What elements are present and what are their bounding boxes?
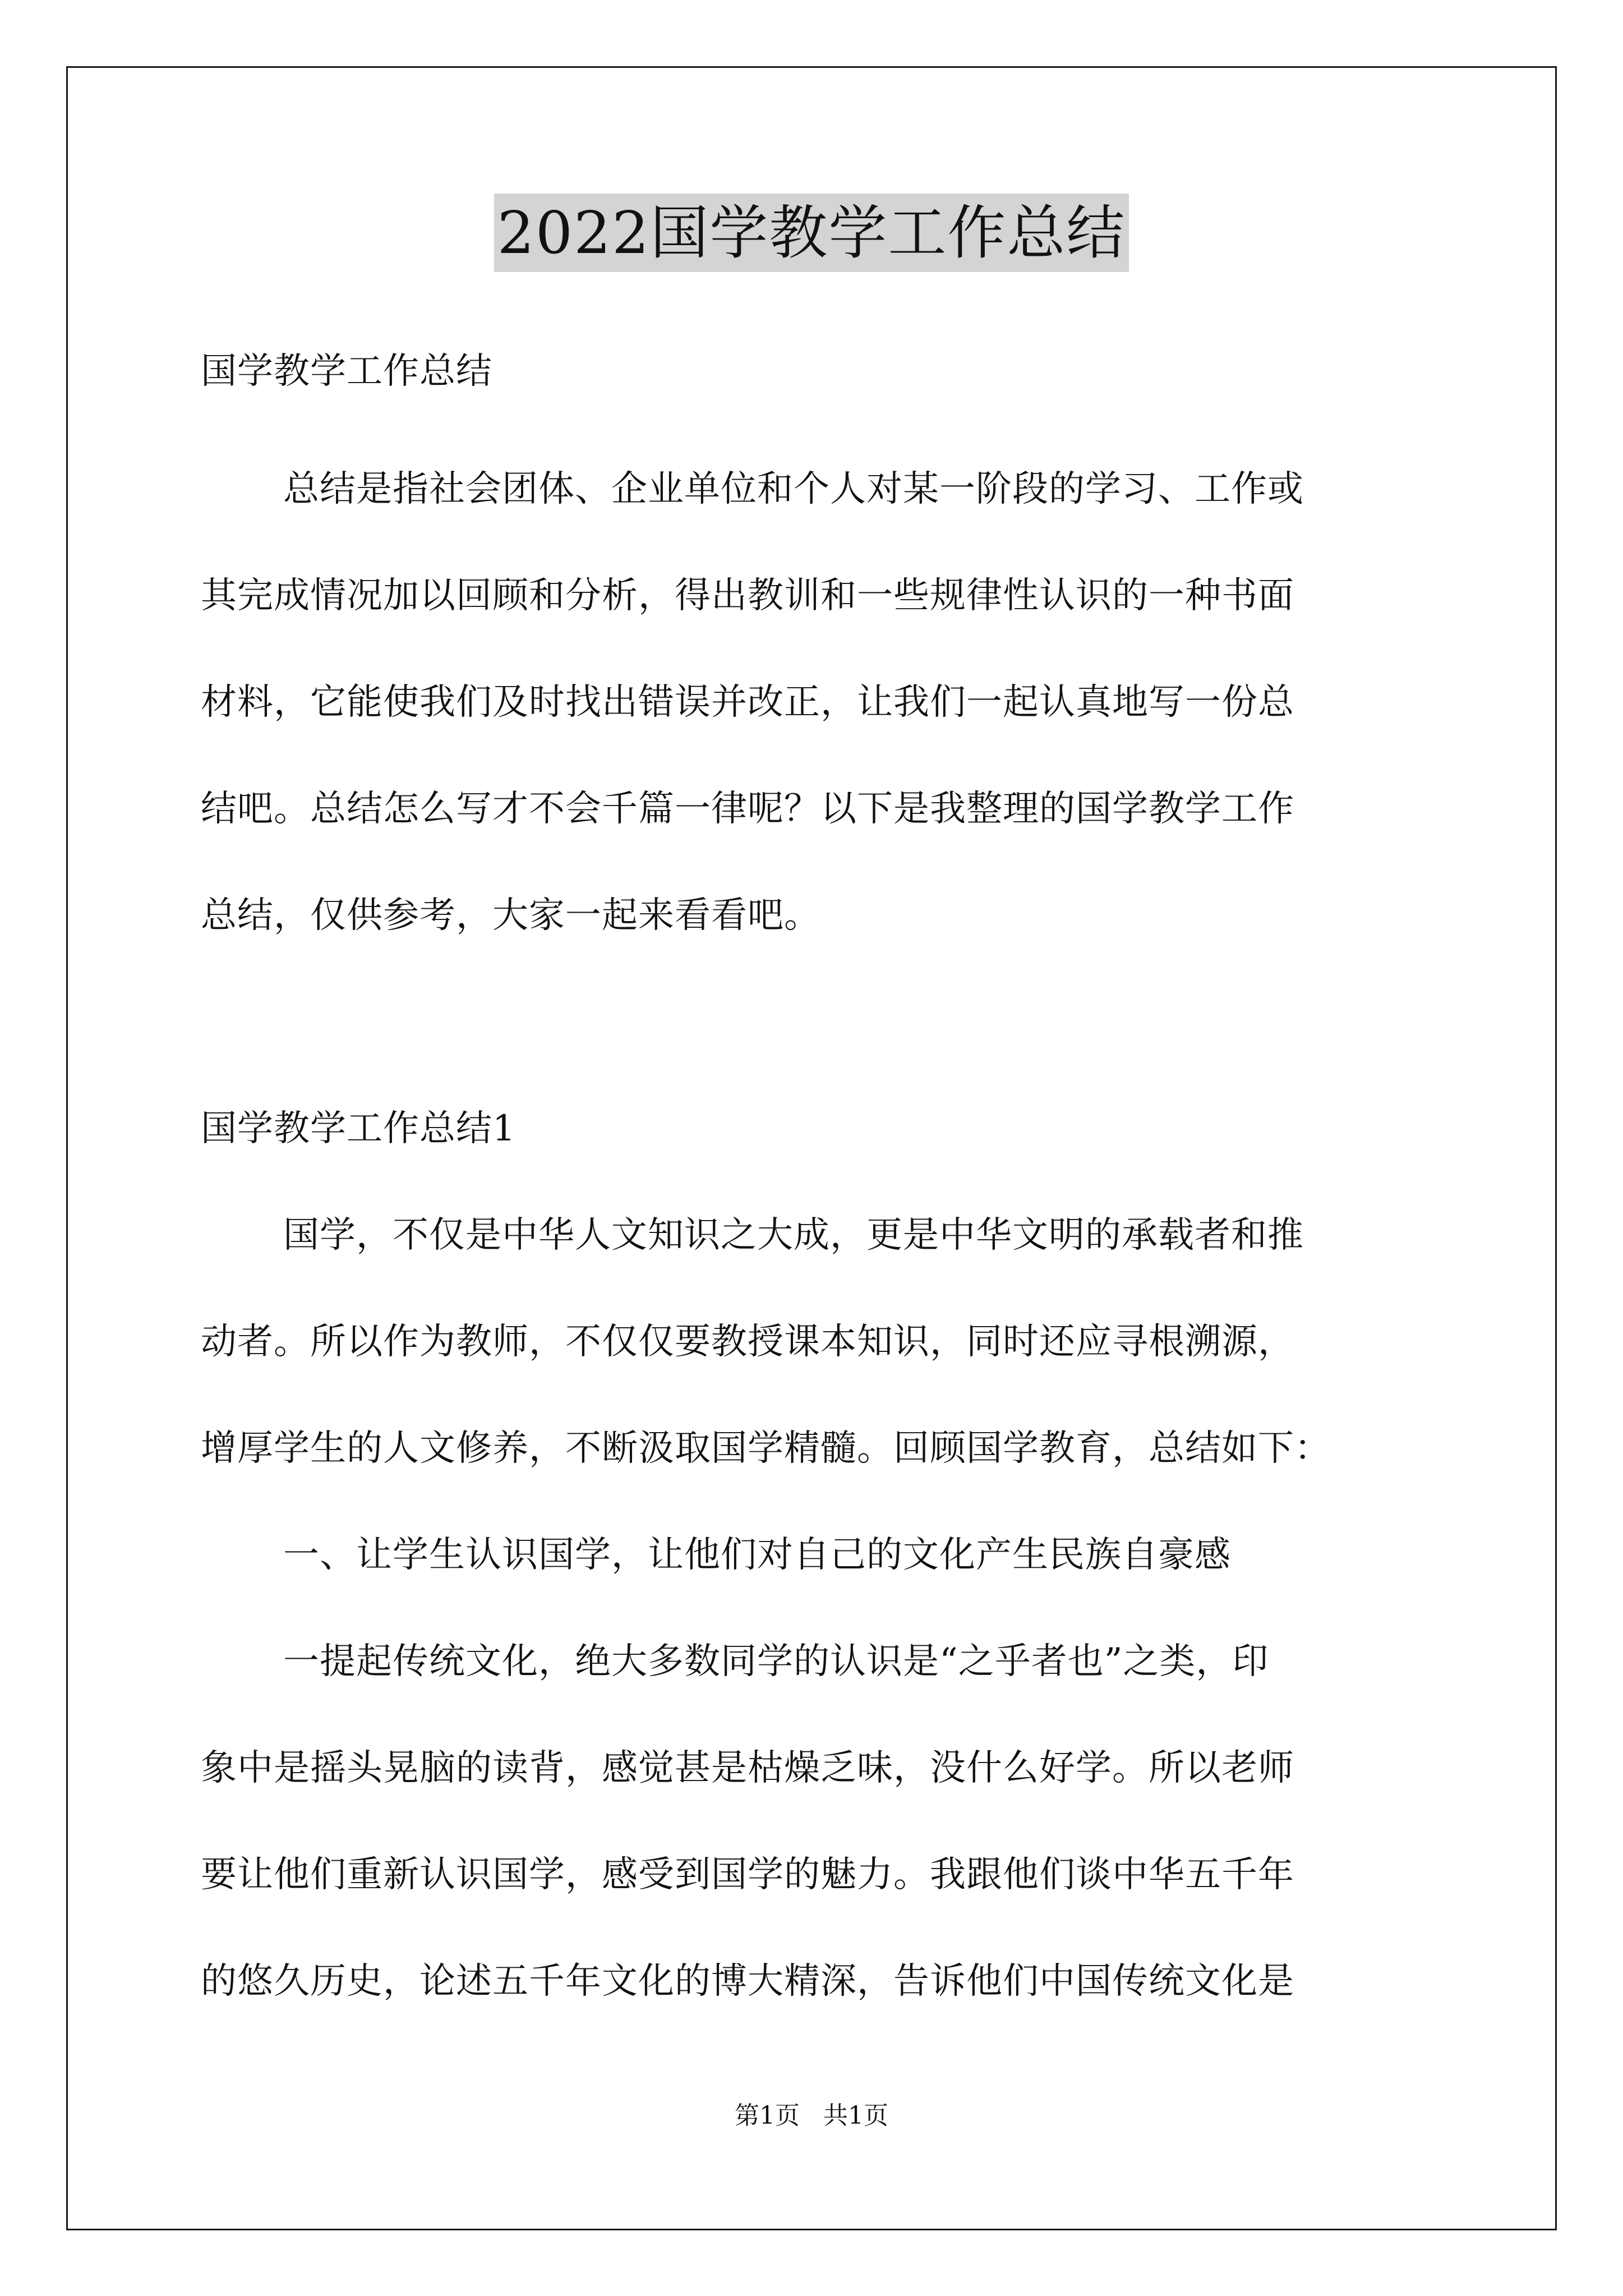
title-wrap [0,194,1623,272]
page-footer: 第1页 共1页 [735,2101,888,2130]
intro-line: 总结，仅供参考，大家一起来看看吧。 [201,895,820,936]
section-line: 一提起传统文化，绝大多数同学的认识是“之乎者也”之类，印 [283,1641,1269,1682]
section-heading: 国学教学工作总结1 [201,1108,516,1149]
intro-line: 材料，它能使我们及时找出错误并改正，让我们一起认真地写一份总 [201,682,1294,723]
section-line: 国学，不仅是中华人文知识之大成，更是中华文明的承载者和推 [283,1214,1304,1256]
intro-line: 其完成情况加以回顾和分析，得出教训和一些规律性认识的一种书面 [201,575,1294,616]
document-subtitle: 国学教学工作总结 [201,351,492,392]
intro-line: 结吧。总结怎么写才不会千篇一律呢？以下是我整理的国学教学工作 [201,788,1294,830]
section-line: 动者。所以作为教师，不仅仅要教授课本知识，同时还应寻根溯源， [201,1321,1294,1363]
section-line: 象中是摇头晃脑的读背，感觉甚是枯燥乏味，没什么好学。所以老师 [201,1747,1294,1789]
intro-line: 总结是指社会团体、企业单位和个人对某一阶段的学习、工作或 [283,468,1304,510]
document-title: 2022国学教学工作总结 [494,194,1129,272]
section-line: 的悠久历史，论述五千年文化的博大精深，告诉他们中国传统文化是 [201,1961,1294,2002]
section-line: 增厚学生的人文修养，不断汲取国学精髓。回顾国学教育，总结如下： [201,1428,1331,1469]
section-line: 要让他们重新认识国学，感受到国学的魅力。我跟他们谈中华五千年 [201,1854,1294,1895]
section-line: 一、让学生认识国学，让他们对自己的文化产生民族自豪感 [283,1534,1231,1576]
